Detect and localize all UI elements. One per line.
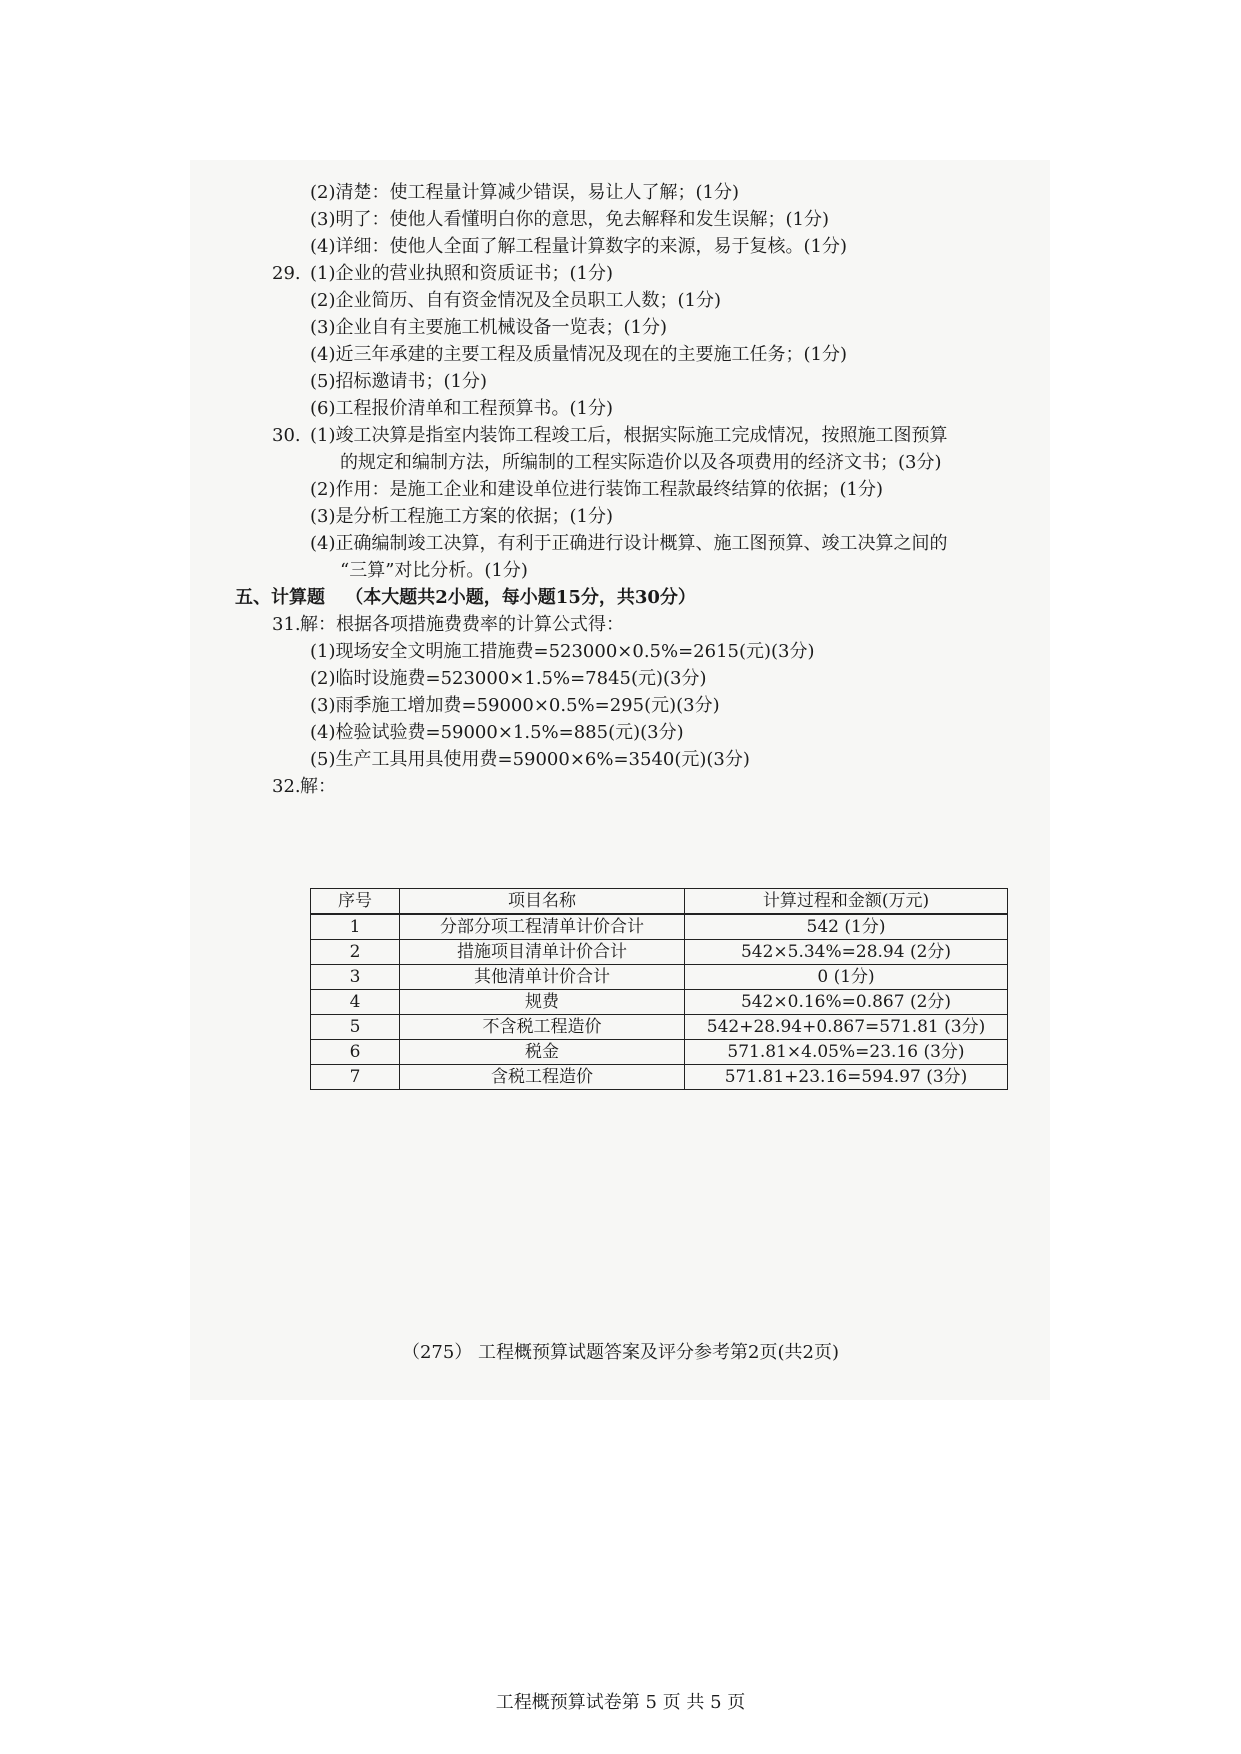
q31-number: 31. <box>272 614 301 635</box>
q28-item-4: (4)详细：使他人全面了解工程量计算数字的来源，易于复核。(1分) <box>310 236 847 257</box>
row-item-name: 分部分项工程清单计价合计 <box>400 914 685 940</box>
table-header-row <box>311 889 1008 915</box>
q30-item-1b: 的规定和编制方法，所编制的工程实际造价以及各项费用的经济文书；(3分) <box>340 452 942 473</box>
row-index: 2 <box>311 940 400 965</box>
row-index: 1 <box>311 914 400 940</box>
section-five-heading <box>235 585 696 611</box>
row-calculation: 571.81+23.16=594.97 (3分) <box>685 1065 1008 1090</box>
row-item-name: 其他清单计价合计 <box>400 965 685 990</box>
row-item-name: 规费 <box>400 990 685 1015</box>
q30-item-4b: “三算”对比分析。(1分) <box>340 560 528 581</box>
row-calculation: 542 (1分) <box>685 914 1008 940</box>
q29-item-3: (3)企业自有主要施工机械设备一览表；(1分) <box>310 317 667 338</box>
q31-item-1: (1)现场安全文明施工措施费=523000×0.5%=2615(元)(3分) <box>310 641 815 662</box>
q31-item-5: (5)生产工具用具使用费=59000×6%=3540(元)(3分) <box>310 749 750 770</box>
row-index: 5 <box>311 1015 400 1040</box>
row-item-name: 税金 <box>400 1040 685 1065</box>
table-row <box>311 1040 1008 1065</box>
q31-item-2: (2)临时设施费=523000×1.5%=7845(元)(3分) <box>310 668 707 689</box>
q30-number: 30. <box>272 425 301 446</box>
q32-number: 32. <box>272 776 301 797</box>
table-row <box>311 990 1008 1015</box>
header-index: 序号 <box>311 889 400 915</box>
q30-item-1a: (1)竣工决算是指室内装饰工程竣工后，根据实际施工完成情况，按照施工图预算 <box>310 425 948 446</box>
q31-item-3: (3)雨季施工增加费=59000×0.5%=295(元)(3分) <box>310 695 720 716</box>
q28-item-2: (2)清楚：使工程量计算减少错误，易让人了解；(1分) <box>310 182 739 203</box>
row-calculation: 542×5.34%=28.94 (2分) <box>685 940 1008 965</box>
table-row <box>311 914 1008 940</box>
q29-number: 29. <box>272 263 301 284</box>
q31-item-4: (4)检验试验费=59000×1.5%=885(元)(3分) <box>310 722 684 743</box>
header-calculation: 计算过程和金额(万元) <box>685 889 1008 915</box>
table-row <box>311 965 1008 990</box>
section-five-note: （本大题共2小题，每小题15分，共30分） <box>345 587 696 608</box>
q29-item-5: (5)招标邀请书；(1分) <box>310 371 487 392</box>
q29-item-1: (1)企业的营业执照和资质证书；(1分) <box>310 263 613 284</box>
row-item-name: 措施项目清单计价合计 <box>400 940 685 965</box>
row-index: 7 <box>311 1065 400 1090</box>
row-calculation: 542+28.94+0.867=571.81 (3分) <box>685 1015 1008 1040</box>
header-item-name: 项目名称 <box>400 889 685 915</box>
row-index: 6 <box>311 1040 400 1065</box>
q28-item-3: (3)明了：使他人看懂明白你的意思，免去解释和发生误解；(1分) <box>310 209 829 230</box>
cost-summary-table <box>310 888 1008 1090</box>
q30-item-4a: (4)正确编制竣工决算，有利于正确进行设计概算、施工图预算、竣工决算之间的 <box>310 533 948 554</box>
row-calculation: 0 (1分) <box>685 965 1008 990</box>
q30-item-3: (3)是分析工程施工方案的依据；(1分) <box>310 506 613 527</box>
row-calculation: 542×0.16%=0.867 (2分) <box>685 990 1008 1015</box>
q30-item-2: (2)作用：是施工企业和建设单位进行装饰工程款最终结算的依据；(1分) <box>310 479 883 500</box>
document-page-footer: 工程概预算试卷第 5 页 共 5 页 <box>495 1692 746 1713</box>
section-five-label: 五、计算题 <box>235 587 325 608</box>
q29-item-2: (2)企业简历、自有资金情况及全员职工人数；(1分) <box>310 290 721 311</box>
row-index: 4 <box>311 990 400 1015</box>
scan-page-footer: （275） 工程概预算试题答案及评分参考第2页(共2页) <box>401 1342 840 1363</box>
q29-item-4: (4)近三年承建的主要工程及质量情况及现在的主要施工任务；(1分) <box>310 344 847 365</box>
table-row <box>311 1065 1008 1090</box>
row-calculation: 571.81×4.05%=23.16 (3分) <box>685 1040 1008 1065</box>
row-item-name: 不含税工程造价 <box>400 1015 685 1040</box>
row-index: 3 <box>311 965 400 990</box>
q29-item-6: (6)工程报价清单和工程预算书。(1分) <box>310 398 613 419</box>
table-row <box>311 1015 1008 1040</box>
row-item-name: 含税工程造价 <box>400 1065 685 1090</box>
q32-intro: 解： <box>300 776 336 797</box>
q31-intro: 解：根据各项措施费费率的计算公式得： <box>300 614 624 635</box>
table-row <box>311 940 1008 965</box>
